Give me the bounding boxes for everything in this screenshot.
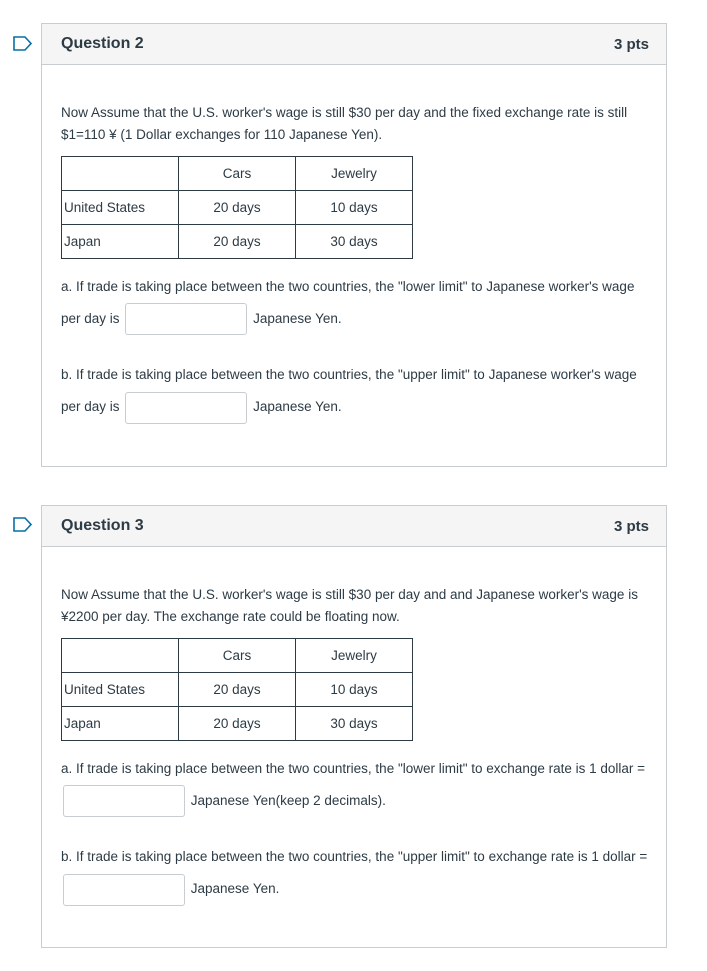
table-header-cell: Cars <box>179 639 296 673</box>
table-header-cell <box>62 639 179 673</box>
question-3 <box>41 505 667 948</box>
part-a <box>61 271 648 335</box>
part-a <box>61 753 648 817</box>
days-table <box>61 156 413 259</box>
table-header-cell <box>62 157 179 191</box>
table-cell: 20 days <box>179 225 296 259</box>
table-cell: United States <box>62 191 179 225</box>
question-body <box>42 584 666 906</box>
table-cell: Japan <box>62 225 179 259</box>
table-header-row <box>62 639 413 673</box>
part-a-text: a. If trade is taking place between the two countries, the "lower limit" to Japanese worker's wage per day is <box>61 279 635 326</box>
table-row <box>62 673 413 707</box>
question-header <box>42 506 666 547</box>
bookmark-flag-icon[interactable] <box>13 517 33 532</box>
table-row <box>62 707 413 741</box>
table-cell: 20 days <box>179 191 296 225</box>
part-b-text: b. If trade is taking place between the two countries, the "upper limit" to exchange rate is 1 dollar = <box>61 849 648 865</box>
question-intro: Now Assume that the U.S. worker's wage is still $30 per day and and Japanese worker's wage is ¥2200 per day. The exchange rate could be floating now. <box>61 587 638 624</box>
table-row <box>62 225 413 259</box>
part-b <box>61 841 648 905</box>
table-cell: United States <box>62 673 179 707</box>
table-header-cell: Jewelry <box>296 157 413 191</box>
part-b <box>61 359 648 423</box>
question-header <box>42 24 666 65</box>
table-cell: 20 days <box>179 673 296 707</box>
part-a-unit: Japanese Yen. <box>253 311 342 326</box>
part-b-text: b. If trade is taking place between the two countries, the "upper limit" to Japanese worker's wage per day is <box>61 367 637 415</box>
question-title: Question 2 <box>61 35 144 52</box>
lower-limit-rate-input[interactable] <box>63 785 185 817</box>
bookmark-flag-icon[interactable] <box>13 36 33 51</box>
lower-limit-input[interactable] <box>125 303 247 335</box>
part-b-unit: Japanese Yen. <box>253 399 342 415</box>
table-cell: 10 days <box>296 191 413 225</box>
table-row <box>62 191 413 225</box>
question-points: 3 pts <box>613 517 649 535</box>
table-cell: 10 days <box>296 673 413 707</box>
part-a-text: a. If trade is taking place between the two countries, the "lower limit" to exchange rate is 1 dollar = <box>61 761 646 776</box>
question-points: 3 pts <box>613 35 649 53</box>
table-cell: 30 days <box>296 225 413 259</box>
upper-limit-input[interactable] <box>125 392 247 424</box>
question-2 <box>41 23 667 467</box>
part-b-unit: Japanese Yen. <box>190 881 280 897</box>
question-title: Question 3 <box>61 517 144 534</box>
table-cell: Japan <box>62 707 179 741</box>
days-table <box>61 638 413 741</box>
upper-limit-rate-input[interactable] <box>63 874 185 906</box>
table-cell: 30 days <box>296 707 413 741</box>
table-header-row <box>62 157 413 191</box>
table-cell: 20 days <box>179 707 296 741</box>
part-a-unit: Japanese Yen(keep 2 decimals). <box>190 793 386 808</box>
question-body <box>42 102 666 424</box>
table-header-cell: Jewelry <box>296 639 413 673</box>
question-intro: Now Assume that the U.S. worker's wage is still $30 per day and the fixed exchange rate is still $1=110 ¥ (1 Dollar exchanges for 110 Japanese Yen). <box>61 105 628 142</box>
table-header-cell: Cars <box>179 157 296 191</box>
